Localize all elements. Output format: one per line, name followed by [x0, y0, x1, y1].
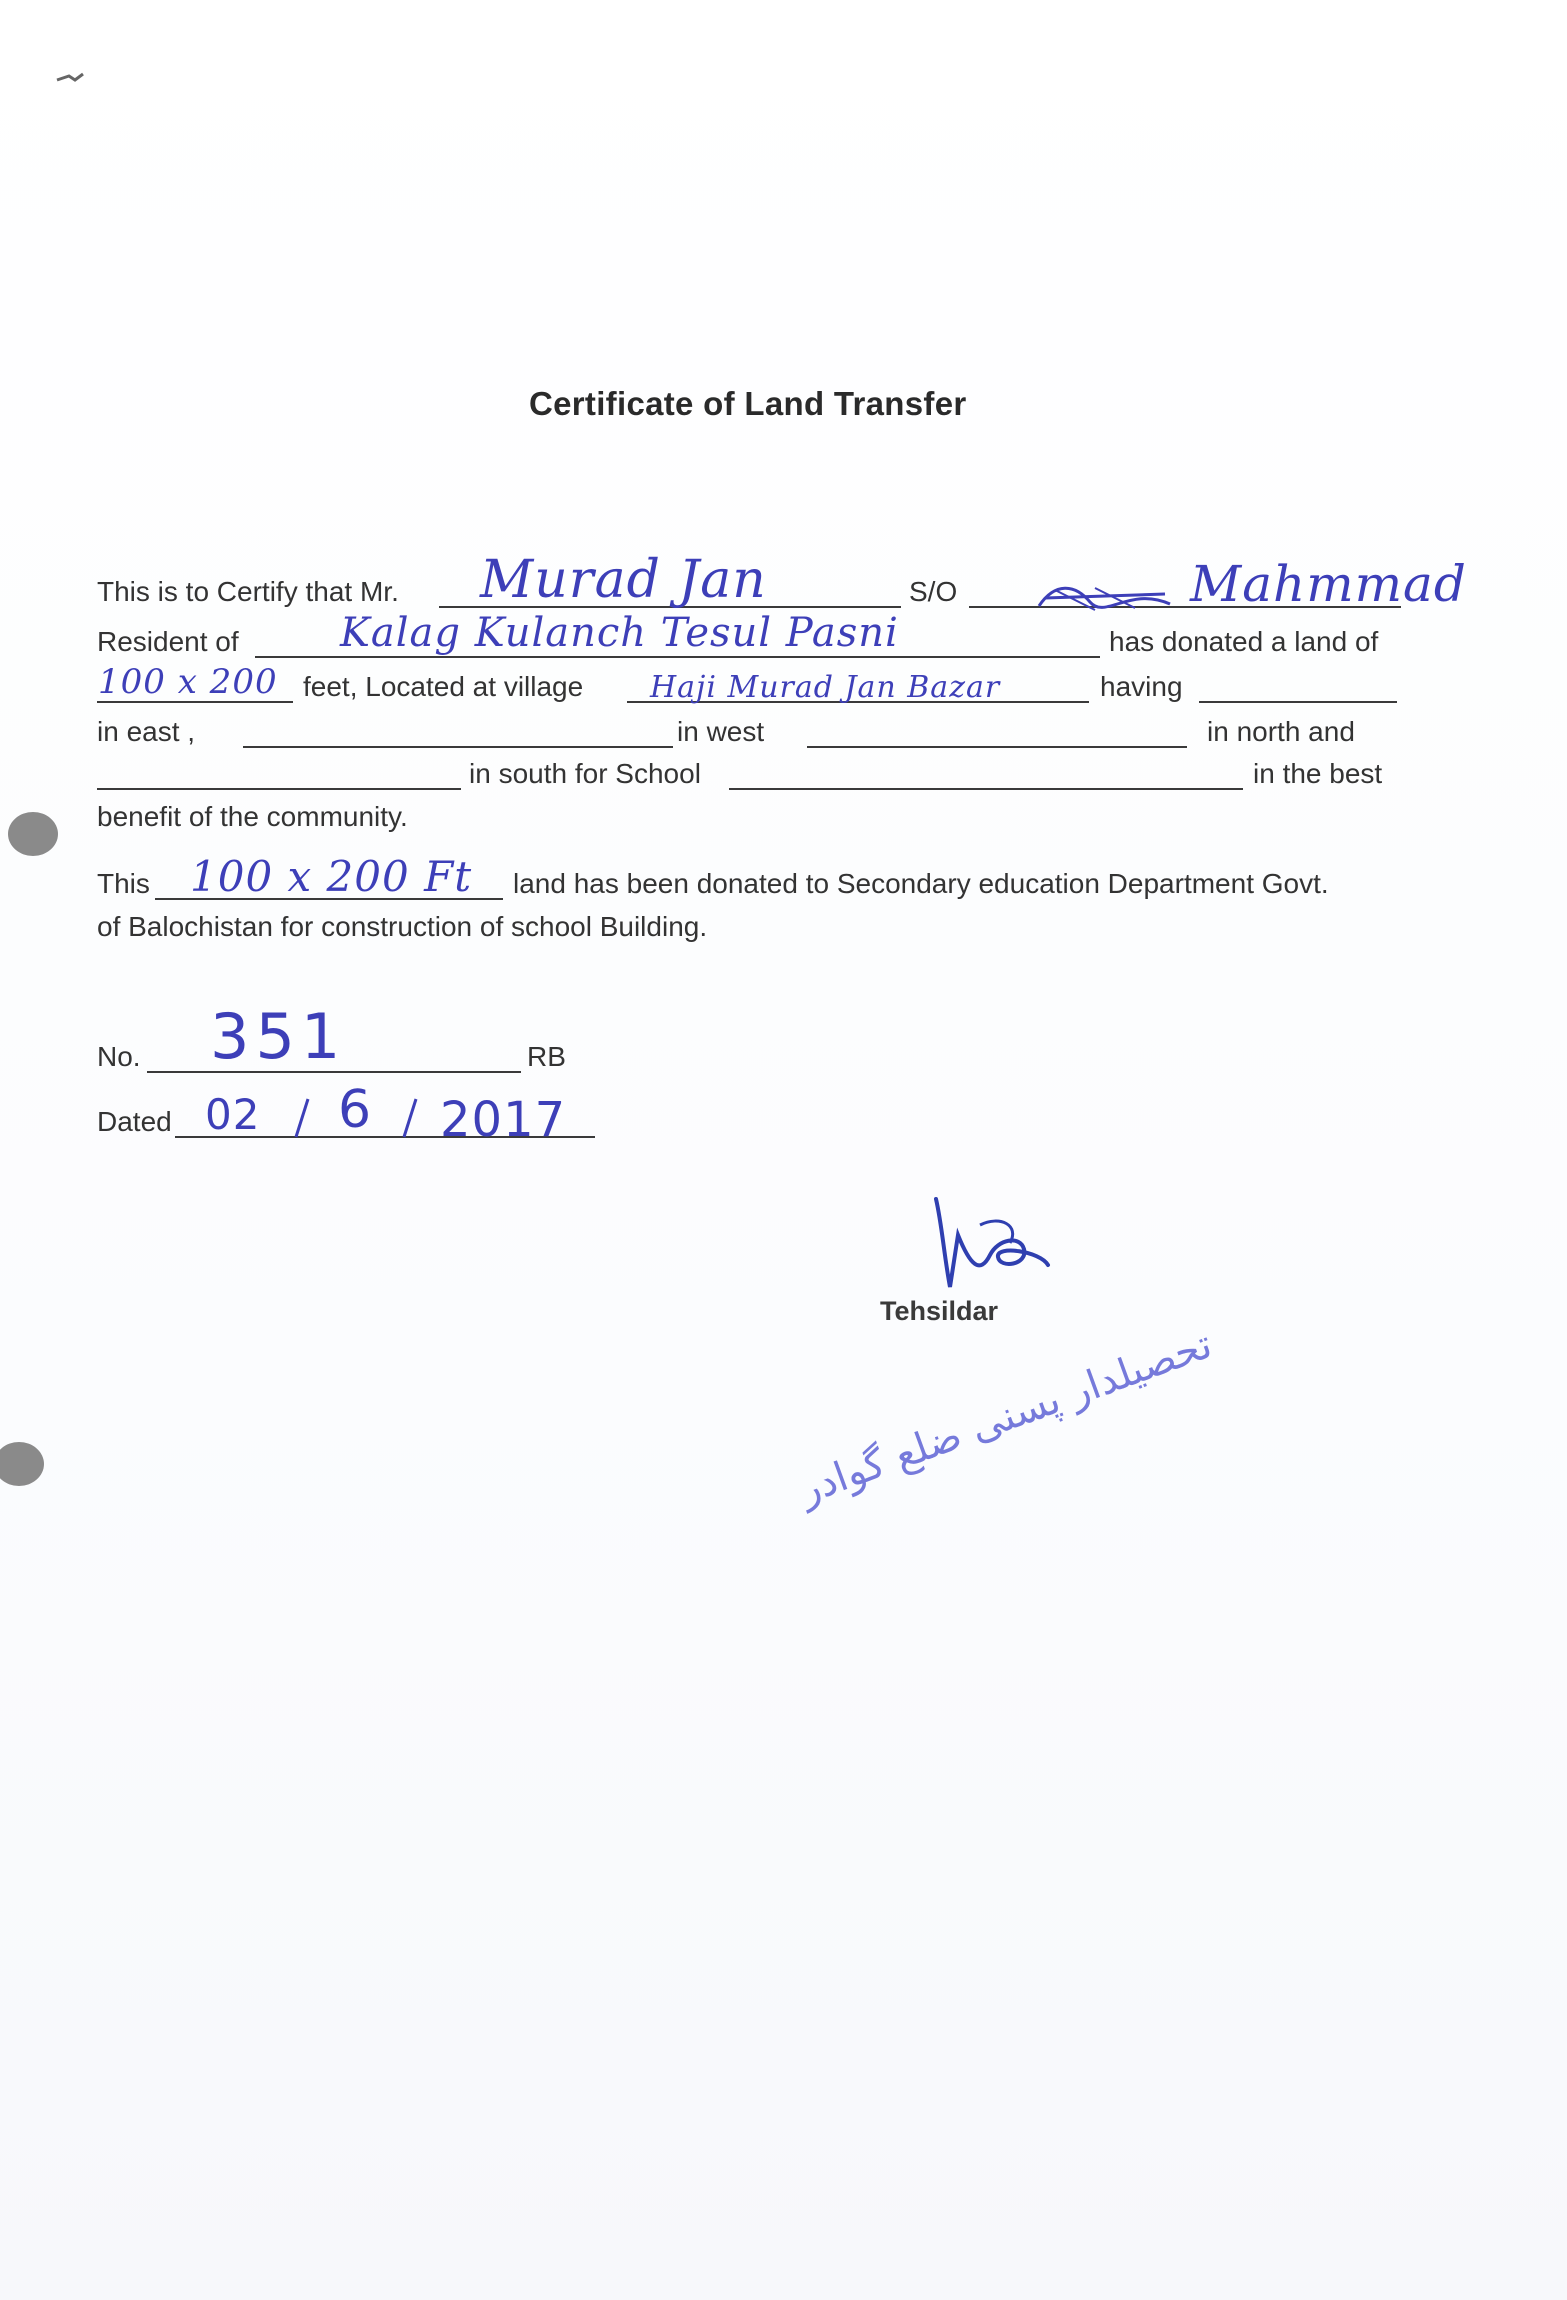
- balochistan-text: of Balochistan for construction of school Building.: [97, 911, 708, 942]
- balochistan-line: [97, 905, 1397, 949]
- east-label: in east ,: [97, 716, 196, 747]
- south-label: in south for School: [469, 758, 701, 789]
- boundary-line-2: [97, 752, 1397, 796]
- land-handwritten: 100 x 200 Ft: [190, 852, 473, 901]
- best-label: in the best: [1253, 758, 1383, 789]
- number-handwritten: 351: [210, 1000, 347, 1073]
- date-separator-icon: [292, 1095, 312, 1141]
- paper-speck-icon: [55, 68, 95, 88]
- signature-scribble: [920, 1195, 1060, 1295]
- punch-hole-bottom: [0, 1442, 44, 1486]
- resident-label: Resident of: [97, 626, 239, 657]
- feet-label: feet, Located at village: [303, 671, 584, 702]
- tehsildar-label: Tehsildar: [880, 1296, 999, 1326]
- date-month-handwritten: 6: [338, 1080, 373, 1140]
- north-label: in north and: [1207, 716, 1355, 747]
- village-handwritten: Haji Murad Jan Bazar: [650, 670, 1001, 705]
- so-label: S/O: [909, 576, 958, 607]
- school-blank: [729, 788, 1243, 790]
- no-label: No.: [97, 1041, 141, 1072]
- having-label: having: [1100, 671, 1183, 702]
- date-day-handwritten: 02: [205, 1090, 261, 1139]
- date-year-handwritten: 2017: [440, 1092, 567, 1148]
- resident-blank: [255, 656, 1100, 658]
- having-blank: [1199, 701, 1397, 703]
- rb-label: RB: [527, 1041, 566, 1072]
- resident-handwritten: Kalag Kulanch Tesul Pasni: [340, 610, 899, 656]
- boundary-line-1: [97, 710, 1397, 754]
- west-label: in west: [677, 716, 765, 747]
- donated-label: has donated a land of: [1109, 626, 1379, 657]
- father-handwritten: Mahmmad: [1190, 555, 1467, 613]
- west-blank: [807, 746, 1187, 748]
- name-handwritten: Murad Jan: [480, 550, 767, 610]
- certify-prefix: This is to Certify that Mr.: [97, 576, 399, 607]
- this-label: This: [97, 868, 150, 899]
- father-struck-word-icon: [1035, 576, 1175, 616]
- date-separator-icon-2: [400, 1095, 420, 1141]
- size-handwritten: 100 x 200: [98, 662, 278, 702]
- community-line: [97, 795, 1397, 839]
- tehsildar-stamp: تحصیلدار پسنی ضلع گوادر: [793, 1321, 1218, 1514]
- dated-label: Dated: [97, 1106, 172, 1137]
- east-blank: [243, 746, 673, 748]
- punch-hole-top: [8, 812, 58, 856]
- document-title: Certificate of Land Transfer: [529, 385, 967, 422]
- north-blank: [97, 788, 461, 790]
- donated-text: land has been donated to Secondary education Department Govt.: [513, 868, 1329, 899]
- community-label: benefit of the community.: [97, 801, 408, 832]
